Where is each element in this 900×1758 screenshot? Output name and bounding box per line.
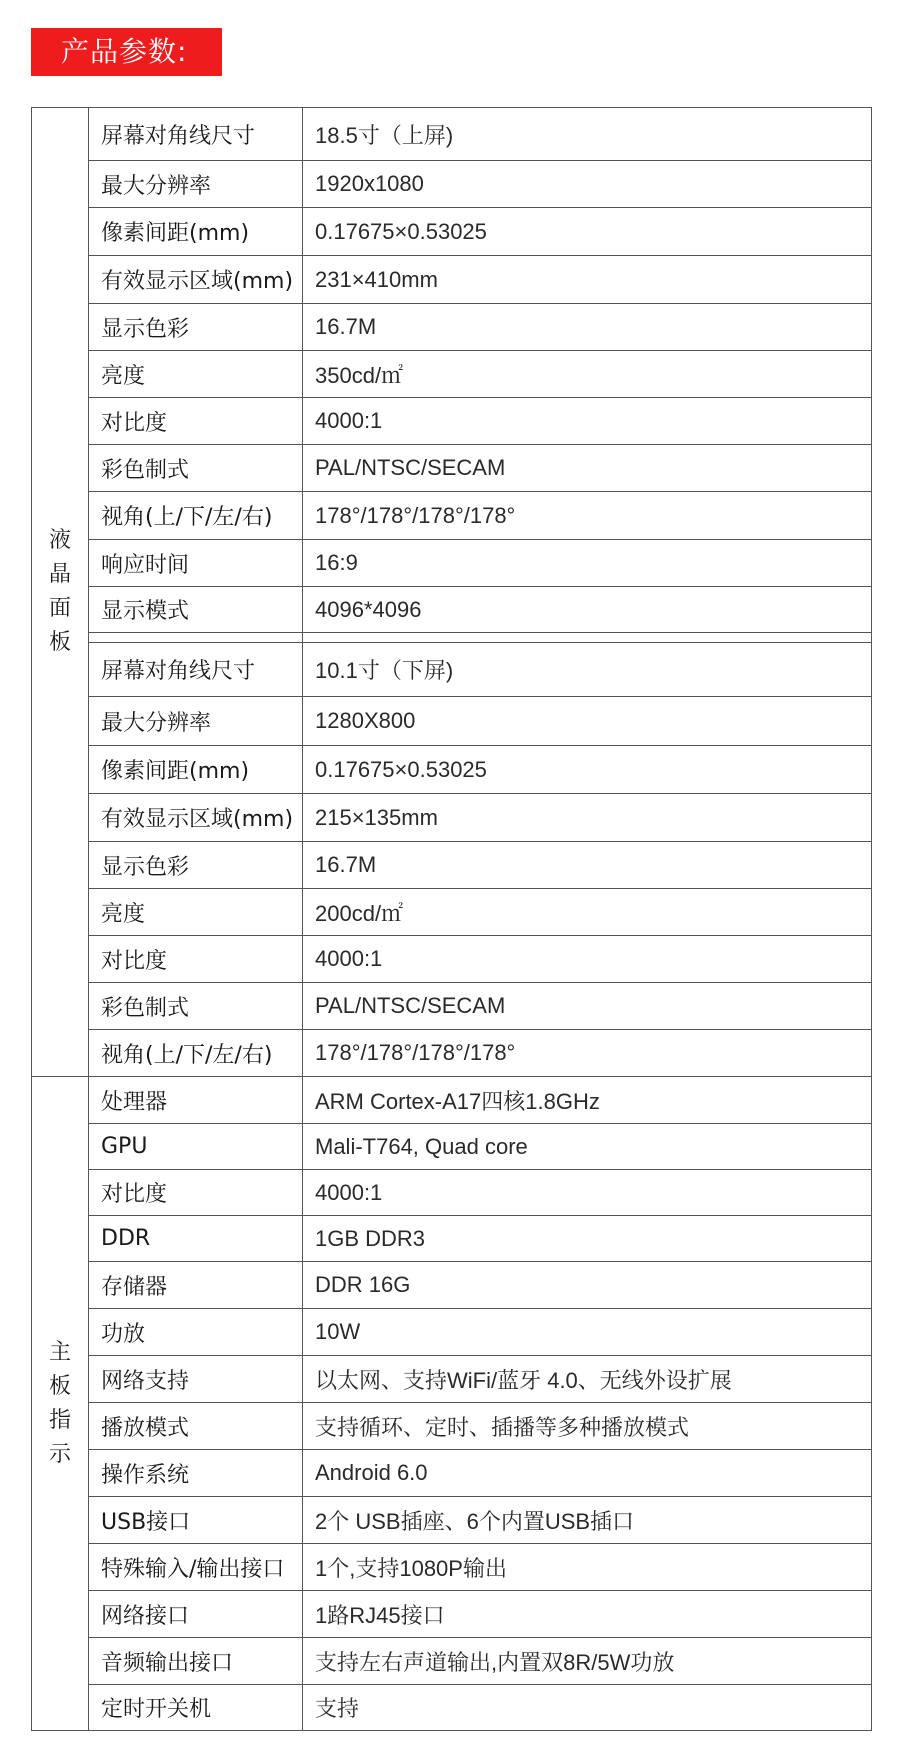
- spec-label: 视角(上/下/左/右): [89, 1030, 303, 1077]
- table-row: [32, 108, 872, 161]
- section-title: 产品参数:: [31, 28, 222, 76]
- spec-value: 支持循环、定时、插播等多种播放模式: [303, 1403, 872, 1450]
- table-row: [32, 1356, 872, 1403]
- table-row: [32, 643, 872, 697]
- spec-label: 视角(上/下/左/右): [89, 492, 303, 540]
- spec-label: 定时开关机: [89, 1685, 303, 1731]
- spec-label: 处理器: [89, 1077, 303, 1124]
- spec-value: 1GB DDR3: [303, 1216, 872, 1262]
- spec-value: ARM Cortex-A17四核1.8GHz: [303, 1077, 872, 1124]
- table-row: [32, 540, 872, 587]
- spec-value: 16.7M: [303, 842, 872, 889]
- spec-label: 亮度: [89, 351, 303, 398]
- spec-value: 1个,支持1080P输出: [303, 1544, 872, 1591]
- table-row: [32, 445, 872, 492]
- spec-label: 像素间距(mm): [89, 208, 303, 256]
- table-row: [32, 1077, 872, 1124]
- table-row: [32, 983, 872, 1030]
- spec-value: 178°/178°/178°/178°: [303, 492, 872, 540]
- table-row: [32, 304, 872, 351]
- table-row: [32, 842, 872, 889]
- table-row: [32, 256, 872, 304]
- table-row: [32, 936, 872, 983]
- table-row: [32, 1403, 872, 1450]
- table-row: [32, 1497, 872, 1544]
- spec-value: 4000:1: [303, 936, 872, 983]
- spec-value: 以太网、支持WiFi/蓝牙 4.0、无线外设扩展: [303, 1356, 872, 1403]
- spec-value: 4000:1: [303, 1170, 872, 1216]
- table-row: [32, 746, 872, 794]
- group-label: [32, 108, 89, 1077]
- table-row: [32, 794, 872, 842]
- table-row: [32, 1591, 872, 1638]
- spec-value: 16.7M: [303, 304, 872, 351]
- spec-value: PAL/NTSC/SECAM: [303, 983, 872, 1030]
- spec-label: 音频输出接口: [89, 1638, 303, 1685]
- spec-label: 最大分辨率: [89, 697, 303, 746]
- spec-value: 1路RJ45接口: [303, 1591, 872, 1638]
- spec-value: 支持: [303, 1685, 872, 1731]
- spec-label: 屏幕对角线尺寸: [89, 108, 303, 161]
- spec-value: DDR 16G: [303, 1262, 872, 1309]
- spec-value: 2个 USB插座、6个内置USB插口: [303, 1497, 872, 1544]
- table-row: [32, 398, 872, 445]
- spec-label: 显示色彩: [89, 304, 303, 351]
- spec-label: 亮度: [89, 889, 303, 936]
- table-row: [32, 1170, 872, 1216]
- spec-value: 200cd/㎡: [303, 889, 872, 936]
- table-row: [32, 1262, 872, 1309]
- spec-value: 18.5寸（上屏): [303, 108, 872, 161]
- spec-value: 350cd/㎡: [303, 351, 872, 398]
- spec-value: Android 6.0: [303, 1450, 872, 1497]
- table-row: [32, 697, 872, 746]
- table-row: [32, 161, 872, 208]
- spec-value: 4096*4096: [303, 587, 872, 633]
- spec-table: [31, 107, 872, 1731]
- spec-label: 屏幕对角线尺寸: [89, 643, 303, 697]
- spec-label: 存储器: [89, 1262, 303, 1309]
- spacer-cell: [89, 633, 303, 643]
- spec-value: 16:9: [303, 540, 872, 587]
- spec-value: 231×410mm: [303, 256, 872, 304]
- table-row: [32, 889, 872, 936]
- spec-label: USB接口: [89, 1497, 303, 1544]
- spacer-row: [32, 633, 872, 643]
- table-row: [32, 1309, 872, 1356]
- spec-value: 1280X800: [303, 697, 872, 746]
- spec-value: 10W: [303, 1309, 872, 1356]
- spacer-cell: [303, 633, 872, 643]
- table-row: [32, 208, 872, 256]
- table-row: [32, 587, 872, 633]
- spec-label: 彩色制式: [89, 983, 303, 1030]
- spec-label: 网络支持: [89, 1356, 303, 1403]
- spec-label: 功放: [89, 1309, 303, 1356]
- group-label-text: 液晶面板: [48, 528, 71, 655]
- spec-label: DDR: [89, 1216, 303, 1262]
- spec-label: 响应时间: [89, 540, 303, 587]
- spec-label: 操作系统: [89, 1450, 303, 1497]
- spec-value: PAL/NTSC/SECAM: [303, 445, 872, 492]
- table-row: [32, 1638, 872, 1685]
- spec-label: 特殊输入/输出接口: [89, 1544, 303, 1591]
- spec-value: 215×135mm: [303, 794, 872, 842]
- spec-label: 显示模式: [89, 587, 303, 633]
- spec-label: 最大分辨率: [89, 161, 303, 208]
- spec-value: 10.1寸（下屏): [303, 643, 872, 697]
- group-label-text: 主板指示: [48, 1339, 71, 1467]
- spec-value: 0.17675×0.53025: [303, 746, 872, 794]
- spec-label: 显示色彩: [89, 842, 303, 889]
- spec-value: Mali-T764, Quad core: [303, 1124, 872, 1170]
- spec-label: 播放模式: [89, 1403, 303, 1450]
- table-row: [32, 1124, 872, 1170]
- spec-label: 像素间距(mm): [89, 746, 303, 794]
- table-row: [32, 492, 872, 540]
- table-row: [32, 1030, 872, 1077]
- table-row: [32, 1544, 872, 1591]
- spec-value: 1920x1080: [303, 161, 872, 208]
- table-row: [32, 1685, 872, 1731]
- spec-value: 支持左右声道输出,内置双8R/5W功放: [303, 1638, 872, 1685]
- spec-label: 对比度: [89, 398, 303, 445]
- table-row: [32, 1450, 872, 1497]
- spec-label: 对比度: [89, 1170, 303, 1216]
- spec-label: 网络接口: [89, 1591, 303, 1638]
- spec-value: 0.17675×0.53025: [303, 208, 872, 256]
- spec-label: 对比度: [89, 936, 303, 983]
- spec-label: 彩色制式: [89, 445, 303, 492]
- table-row: [32, 351, 872, 398]
- spec-label: GPU: [89, 1124, 303, 1170]
- table-row: [32, 1216, 872, 1262]
- spec-label: 有效显示区域(mm): [89, 256, 303, 304]
- spec-value: 4000:1: [303, 398, 872, 445]
- spec-value: 178°/178°/178°/178°: [303, 1030, 872, 1077]
- group-label: [32, 1077, 89, 1731]
- spec-label: 有效显示区域(mm): [89, 794, 303, 842]
